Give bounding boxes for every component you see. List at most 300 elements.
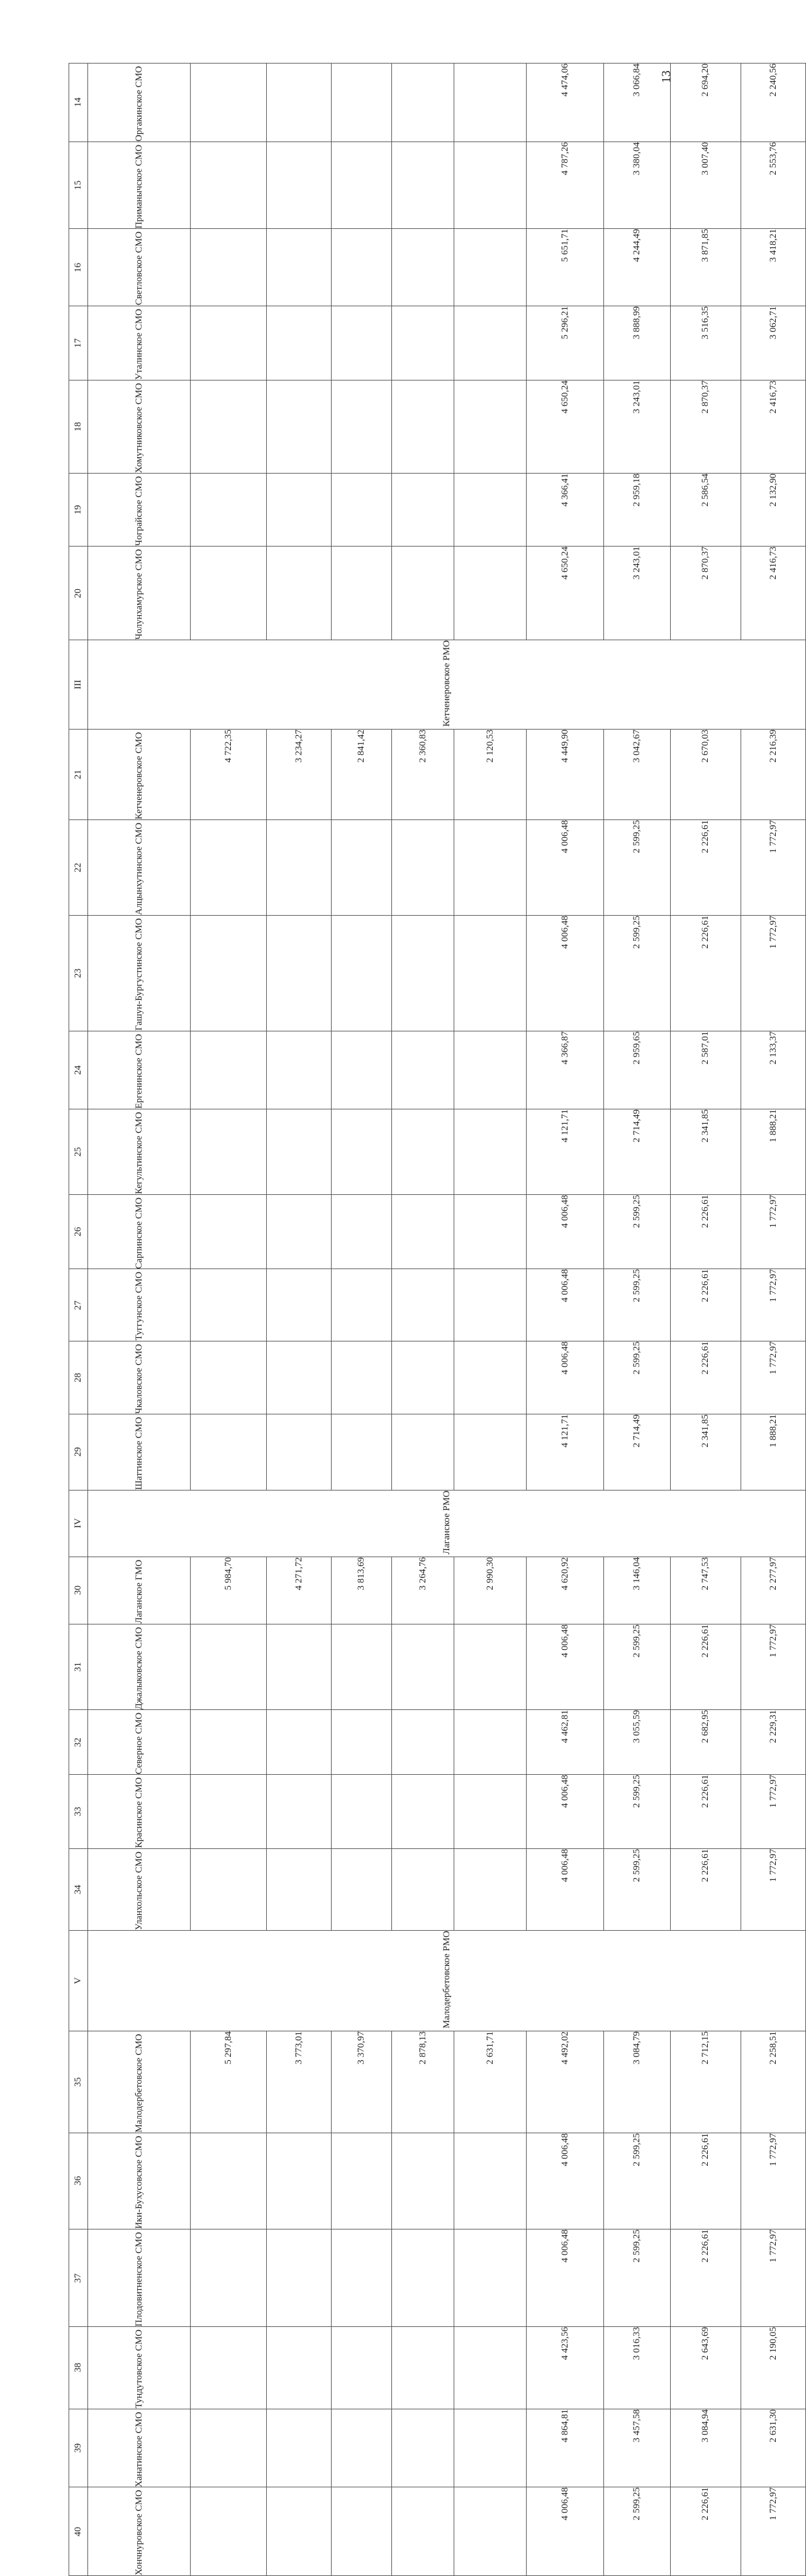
- municipality-name-cell-text: Кегультинское СМО: [133, 1111, 144, 1194]
- municipality-name-cell-text: Оргакинское СМО: [133, 66, 144, 142]
- value-cell-5: [454, 1031, 527, 1109]
- row-number-cell-text: 24: [73, 1065, 83, 1075]
- value-cell-9-text: 2 416,73: [768, 380, 778, 414]
- municipality-name-cell: [88, 1414, 191, 1490]
- value-cell-4-text: 3 264,76: [417, 1557, 428, 1591]
- value-cell-7-text: 3 380,04: [632, 142, 642, 175]
- value-cell-9-text: 1 772,97: [768, 1341, 778, 1375]
- value-cell-8: [671, 142, 741, 229]
- value-cell-1: [191, 2327, 267, 2409]
- value-cell-6-text: 4 650,24: [559, 547, 570, 580]
- value-cell-8-text: 2 226,61: [700, 2133, 710, 2167]
- value-cell-9: [741, 916, 806, 1031]
- table-row: [69, 916, 806, 1031]
- value-cell-3: [332, 229, 392, 306]
- row-number-cell: [69, 2327, 88, 2409]
- value-cell-9: [741, 1848, 806, 1930]
- value-cell-9-text: 1 772,97: [768, 1269, 778, 1302]
- value-cell-7-text: 2 959,18: [632, 474, 642, 507]
- value-cell-8: [671, 2487, 741, 2576]
- value-cell-6: [527, 380, 604, 473]
- value-cell-2: [267, 142, 332, 229]
- municipality-name-cell-text: Чкаловское СМО: [133, 1343, 144, 1414]
- value-cell-6: [527, 2487, 604, 2576]
- value-cell-8-text: 2 643,69: [700, 2327, 710, 2360]
- municipality-name-cell: [88, 1710, 191, 1775]
- municipality-name-cell: [88, 142, 191, 229]
- value-cell-3: [332, 2487, 392, 2576]
- value-cell-6: [527, 1109, 604, 1194]
- value-cell-2: [267, 2327, 332, 2409]
- value-cell-4: [392, 306, 454, 380]
- value-cell-3: [332, 820, 392, 916]
- value-cell-7: [604, 1710, 671, 1775]
- municipality-name-cell: [88, 64, 191, 142]
- value-cell-5: [454, 916, 527, 1031]
- value-cell-9-text: 2 631,30: [768, 2409, 778, 2443]
- value-cell-8-text: 3 516,35: [700, 306, 710, 340]
- value-cell-6: [527, 730, 604, 820]
- value-cell-8-text: 2 226,61: [700, 820, 710, 853]
- value-cell-2: [267, 1557, 332, 1624]
- value-cell-7: [604, 1414, 671, 1490]
- value-cell-3: [332, 1109, 392, 1194]
- value-cell-4: [392, 64, 454, 142]
- municipality-name-cell-text: Уланхольское СМО: [133, 1851, 144, 1930]
- municipality-name-cell-text: Ики-Бухусовское СМО: [133, 2135, 144, 2229]
- value-cell-2: [267, 1775, 332, 1848]
- row-number-cell: [69, 142, 88, 229]
- value-cell-1: [191, 2031, 267, 2133]
- value-cell-1: [191, 1775, 267, 1848]
- value-cell-5: [454, 380, 527, 473]
- value-cell-2-text: 4 271,72: [293, 1557, 304, 1591]
- value-cell-4: [392, 229, 454, 306]
- value-cell-2: [267, 916, 332, 1031]
- group-name-cell: [88, 1930, 806, 2031]
- municipality-name-cell-text: Светловское СМО: [133, 231, 144, 306]
- value-cell-7-text: 3 084,79: [632, 2031, 642, 2065]
- row-number-cell-text: 33: [73, 1807, 83, 1817]
- value-cell-3: [332, 1031, 392, 1109]
- value-cell-1: [191, 1557, 267, 1624]
- value-cell-7: [604, 820, 671, 916]
- table-row: [69, 1710, 806, 1775]
- value-cell-7-text: 3 016,33: [632, 2327, 642, 2360]
- value-cell-5: [454, 474, 527, 547]
- value-cell-6: [527, 1848, 604, 1930]
- value-cell-3: [332, 1194, 392, 1269]
- value-cell-3: [332, 1341, 392, 1414]
- value-cell-6-text: 4 006,48: [559, 1269, 570, 1302]
- value-cell-5-text: 2 631,71: [484, 2031, 495, 2065]
- value-cell-7-text: 2 599,25: [632, 1775, 642, 1808]
- value-cell-5: [454, 547, 527, 640]
- value-cell-6: [527, 1031, 604, 1109]
- value-cell-1: [191, 547, 267, 640]
- row-number-cell-text: 38: [73, 2363, 83, 2373]
- municipality-name-cell: [88, 1775, 191, 1848]
- table-row: [69, 1557, 806, 1624]
- value-cell-8-text: 2 226,61: [700, 1624, 710, 1658]
- value-cell-1-text: 5 984,70: [223, 1557, 233, 1591]
- tariff-table: [69, 63, 806, 2576]
- value-cell-4: [392, 2229, 454, 2326]
- value-cell-8-text: 3 084,94: [700, 2409, 710, 2443]
- table-row: [69, 2031, 806, 2133]
- row-number-cell: [69, 1710, 88, 1775]
- value-cell-8: [671, 2133, 741, 2229]
- value-cell-9: [741, 64, 806, 142]
- value-cell-7: [604, 547, 671, 640]
- value-cell-8-text: 3 007,40: [700, 142, 710, 175]
- value-cell-7: [604, 2487, 671, 2576]
- row-number-cell-text: IV: [73, 1518, 83, 1529]
- row-number-cell: [69, 1109, 88, 1194]
- value-cell-6: [527, 2409, 604, 2487]
- value-cell-9: [741, 1031, 806, 1109]
- value-cell-2: [267, 1269, 332, 1341]
- value-cell-6-text: 4 650,24: [559, 380, 570, 414]
- value-cell-2: [267, 730, 332, 820]
- row-number-cell-text: 29: [73, 1447, 83, 1457]
- municipality-name-cell: [88, 474, 191, 547]
- value-cell-1: [191, 64, 267, 142]
- row-number-cell: [69, 1848, 88, 1930]
- value-cell-7-text: 4 244,49: [632, 229, 642, 262]
- value-cell-8: [671, 1109, 741, 1194]
- table-row: [69, 2133, 806, 2229]
- value-cell-8-text: 2 226,61: [700, 1341, 710, 1375]
- value-cell-7-text: 3 888,99: [632, 306, 642, 340]
- value-cell-1: [191, 474, 267, 547]
- municipality-name-cell-text: Кетченеровское СМО: [133, 732, 144, 820]
- municipality-name-cell-text: Гашун-Бургустинское СМО: [133, 918, 144, 1031]
- value-cell-3: [332, 2133, 392, 2229]
- value-cell-8: [671, 1269, 741, 1341]
- table-row: [69, 1775, 806, 1848]
- municipality-name-cell: [88, 1194, 191, 1269]
- value-cell-9-text: 1 772,97: [768, 916, 778, 949]
- municipality-name-cell-text: Малодербетовское СМО: [133, 2034, 144, 2133]
- value-cell-6-text: 4 006,48: [559, 2229, 570, 2263]
- value-cell-8: [671, 1557, 741, 1624]
- value-cell-5-text: 2 120,53: [484, 730, 495, 763]
- value-cell-5: [454, 2031, 527, 2133]
- value-cell-4: [392, 1194, 454, 1269]
- municipality-name-cell: [88, 229, 191, 306]
- group-row: [69, 1930, 806, 2031]
- row-number-cell-text: 17: [73, 338, 83, 348]
- value-cell-9-text: 1 772,97: [768, 1624, 778, 1658]
- value-cell-7: [604, 1109, 671, 1194]
- municipality-name-cell-text: Алцынхутинское СМО: [133, 823, 144, 916]
- table-row: [69, 306, 806, 380]
- value-cell-1: [191, 2133, 267, 2229]
- row-number-cell: [69, 474, 88, 547]
- row-number-cell: [69, 1930, 88, 2031]
- value-cell-2: [267, 64, 332, 142]
- value-cell-3: [332, 1775, 392, 1848]
- page-number-text: 13: [659, 70, 673, 83]
- value-cell-9: [741, 1557, 806, 1624]
- value-cell-5: [454, 229, 527, 306]
- value-cell-4: [392, 2133, 454, 2229]
- value-cell-1: [191, 1848, 267, 1930]
- municipality-name-cell-text: Ергенинское СМО: [133, 1033, 144, 1109]
- value-cell-3: [332, 916, 392, 1031]
- municipality-name-cell-text: Джалыковское СМО: [133, 1626, 144, 1710]
- value-cell-8: [671, 2229, 741, 2326]
- row-number-cell: [69, 64, 88, 142]
- municipality-name-cell: [88, 306, 191, 380]
- value-cell-7: [604, 1624, 671, 1709]
- municipality-name-cell-text: Красинское СМО: [133, 1777, 144, 1848]
- group-name-cell-text: Малодербетовское РМО: [441, 1930, 452, 2029]
- value-cell-8: [671, 1848, 741, 1930]
- value-cell-4: [392, 730, 454, 820]
- row-number-cell-text: V: [73, 1977, 83, 1984]
- value-cell-8: [671, 2327, 741, 2409]
- row-number-cell: [69, 1341, 88, 1414]
- value-cell-5: [454, 142, 527, 229]
- value-cell-3: [332, 1557, 392, 1624]
- value-cell-3-text: 3 370,97: [356, 2031, 366, 2065]
- value-cell-9: [741, 229, 806, 306]
- table-row: [69, 2409, 806, 2487]
- municipality-name-cell-text: Лаганское ГМО: [133, 1560, 144, 1624]
- row-number-cell-text: 39: [73, 2443, 83, 2453]
- value-cell-5: [454, 2133, 527, 2229]
- row-number-cell: [69, 916, 88, 1031]
- value-cell-9: [741, 1624, 806, 1709]
- value-cell-8-text: 2 341,85: [700, 1414, 710, 1448]
- table-row: [69, 142, 806, 229]
- value-cell-4: [392, 380, 454, 473]
- value-cell-9-text: 1 888,21: [768, 1109, 778, 1143]
- table-row: [69, 547, 806, 640]
- value-cell-9-text: 2 229,31: [768, 1710, 778, 1743]
- value-cell-9: [741, 1414, 806, 1490]
- value-cell-6: [527, 1194, 604, 1269]
- value-cell-1-text: 4 722,35: [223, 730, 233, 763]
- value-cell-8: [671, 306, 741, 380]
- value-cell-1: [191, 142, 267, 229]
- municipality-name-cell: [88, 2229, 191, 2326]
- value-cell-8: [671, 1775, 741, 1848]
- value-cell-7: [604, 1031, 671, 1109]
- value-cell-1: [191, 380, 267, 473]
- value-cell-5: [454, 730, 527, 820]
- row-number-cell: [69, 2229, 88, 2326]
- value-cell-6-text: 4 366,41: [559, 474, 570, 507]
- municipality-name-cell-text: Чограйское СМО: [133, 476, 144, 547]
- value-cell-9-text: 1 772,97: [768, 1775, 778, 1808]
- value-cell-3-text: 2 841,42: [356, 730, 366, 763]
- value-cell-8-text: 3 871,85: [700, 229, 710, 262]
- municipality-name-cell: [88, 1341, 191, 1414]
- value-cell-9-text: 3 062,71: [768, 306, 778, 340]
- value-cell-2: [267, 2133, 332, 2229]
- row-number-cell-text: 19: [73, 505, 83, 515]
- value-cell-9: [741, 547, 806, 640]
- value-cell-6-text: 4 423,56: [559, 2327, 570, 2360]
- value-cell-1-text: 5 297,84: [223, 2031, 233, 2065]
- municipality-name-cell-text: Плодовитненское СМО: [133, 2231, 144, 2327]
- page-number: [659, 64, 673, 89]
- municipality-name-cell: [88, 1109, 191, 1194]
- value-cell-3-text: 3 813,69: [356, 1557, 366, 1591]
- value-cell-6: [527, 229, 604, 306]
- table-row: [69, 820, 806, 916]
- municipality-name-cell: [88, 1557, 191, 1624]
- row-number-cell: [69, 306, 88, 380]
- value-cell-3: [332, 142, 392, 229]
- value-cell-9: [741, 1710, 806, 1775]
- value-cell-4: [392, 547, 454, 640]
- value-cell-9: [741, 1341, 806, 1414]
- municipality-name-cell-text: Уталинское СМО: [133, 308, 144, 380]
- row-number-cell-text: 34: [73, 1884, 83, 1894]
- value-cell-8: [671, 1194, 741, 1269]
- value-cell-8-text: 2 226,61: [700, 2487, 710, 2521]
- municipality-name-cell: [88, 1269, 191, 1341]
- value-cell-6-text: 5 651,71: [559, 229, 570, 262]
- municipality-name-cell-text: Ханатинское СМО: [133, 2411, 144, 2487]
- value-cell-5: [454, 306, 527, 380]
- value-cell-3: [332, 2031, 392, 2133]
- value-cell-3: [332, 306, 392, 380]
- table-row: [69, 229, 806, 306]
- municipality-name-cell: [88, 1848, 191, 1930]
- value-cell-7-text: 2 599,25: [632, 2133, 642, 2167]
- value-cell-7-text: 3 055,59: [632, 1710, 642, 1743]
- value-cell-4: [392, 1341, 454, 1414]
- value-cell-6: [527, 1269, 604, 1341]
- value-cell-3: [332, 1269, 392, 1341]
- value-cell-1: [191, 916, 267, 1031]
- value-cell-7-text: 2 599,25: [632, 2487, 642, 2521]
- value-cell-7: [604, 2327, 671, 2409]
- value-cell-2: [267, 380, 332, 473]
- value-cell-2: [267, 820, 332, 916]
- row-number-cell: [69, 1194, 88, 1269]
- value-cell-8-text: 2 586,54: [700, 474, 710, 507]
- value-cell-1: [191, 1414, 267, 1490]
- row-number-cell: [69, 229, 88, 306]
- value-cell-7-text: 2 959,65: [632, 1031, 642, 1065]
- value-cell-4-text: 2 878,13: [417, 2031, 428, 2065]
- value-cell-8: [671, 547, 741, 640]
- value-cell-7-text: 2 599,25: [632, 1848, 642, 1882]
- row-number-cell-text: 32: [73, 1737, 83, 1747]
- value-cell-6-text: 4 006,48: [559, 916, 570, 949]
- value-cell-7-text: 2 714,49: [632, 1414, 642, 1448]
- value-cell-3: [332, 474, 392, 547]
- value-cell-1: [191, 730, 267, 820]
- table-row: [69, 2229, 806, 2326]
- value-cell-3: [332, 547, 392, 640]
- value-cell-2: [267, 2229, 332, 2326]
- value-cell-9-text: 2 277,97: [768, 1557, 778, 1591]
- row-number-cell-text: 26: [73, 1227, 83, 1237]
- row-number-cell-text: 27: [73, 1300, 83, 1310]
- value-cell-8-text: 2 670,03: [700, 730, 710, 763]
- value-cell-6: [527, 1710, 604, 1775]
- value-cell-6-text: 4 620,92: [559, 1557, 570, 1591]
- value-cell-6-text: 4 006,48: [559, 1848, 570, 1882]
- value-cell-8-text: 2 226,61: [700, 1194, 710, 1228]
- value-cell-1: [191, 1194, 267, 1269]
- value-cell-8: [671, 1031, 741, 1109]
- value-cell-9: [741, 306, 806, 380]
- value-cell-9-text: 1 888,21: [768, 1414, 778, 1448]
- value-cell-1: [191, 820, 267, 916]
- value-cell-4: [392, 1557, 454, 1624]
- table-row: [69, 730, 806, 820]
- group-name-cell-text: Лаганское РМО: [441, 1490, 452, 1555]
- value-cell-7-text: 3 457,58: [632, 2409, 642, 2443]
- row-number-cell: [69, 547, 88, 640]
- value-cell-7: [604, 1775, 671, 1848]
- value-cell-5: [454, 820, 527, 916]
- value-cell-5: [454, 1109, 527, 1194]
- row-number-cell-text: 30: [73, 1585, 83, 1596]
- value-cell-9-text: 1 772,97: [768, 2133, 778, 2167]
- value-cell-7: [604, 142, 671, 229]
- value-cell-6-text: 4 006,48: [559, 2133, 570, 2167]
- value-cell-7: [604, 474, 671, 547]
- municipality-name-cell-text: Приманычское СМО: [133, 144, 144, 229]
- value-cell-4: [392, 1031, 454, 1109]
- value-cell-6: [527, 1624, 604, 1709]
- value-cell-8-text: 2 682,95: [700, 1710, 710, 1743]
- value-cell-6-text: 4 366,87: [559, 1031, 570, 1065]
- value-cell-2: [267, 2487, 332, 2576]
- value-cell-8-text: 2 870,37: [700, 380, 710, 414]
- value-cell-4: [392, 1414, 454, 1490]
- value-cell-7: [604, 380, 671, 473]
- value-cell-7: [604, 1341, 671, 1414]
- municipality-name-cell: [88, 547, 191, 640]
- value-cell-1: [191, 1710, 267, 1775]
- value-cell-5: [454, 1624, 527, 1709]
- value-cell-8: [671, 916, 741, 1031]
- value-cell-1: [191, 1269, 267, 1341]
- value-cell-8-text: 2 226,61: [700, 916, 710, 949]
- row-number-cell: [69, 2133, 88, 2229]
- row-number-cell: [69, 1557, 88, 1624]
- row-number-cell: [69, 2487, 88, 2576]
- row-number-cell-text: 16: [73, 262, 83, 272]
- municipality-name-cell: [88, 2487, 191, 2576]
- value-cell-5: [454, 2409, 527, 2487]
- value-cell-2-text: 3 234,27: [293, 730, 304, 763]
- value-cell-9-text: 1 772,97: [768, 1194, 778, 1228]
- value-cell-5: [454, 1710, 527, 1775]
- value-cell-8: [671, 2409, 741, 2487]
- value-cell-6: [527, 2031, 604, 2133]
- value-cell-8: [671, 474, 741, 547]
- value-cell-6-text: 4 006,48: [559, 820, 570, 853]
- value-cell-5: [454, 2229, 527, 2326]
- value-cell-9-text: 1 772,97: [768, 820, 778, 853]
- value-cell-9: [741, 2031, 806, 2133]
- group-name-cell-text: Кетченеровское РМО: [441, 640, 452, 727]
- row-number-cell: [69, 820, 88, 916]
- value-cell-7: [604, 2031, 671, 2133]
- value-cell-9: [741, 1269, 806, 1341]
